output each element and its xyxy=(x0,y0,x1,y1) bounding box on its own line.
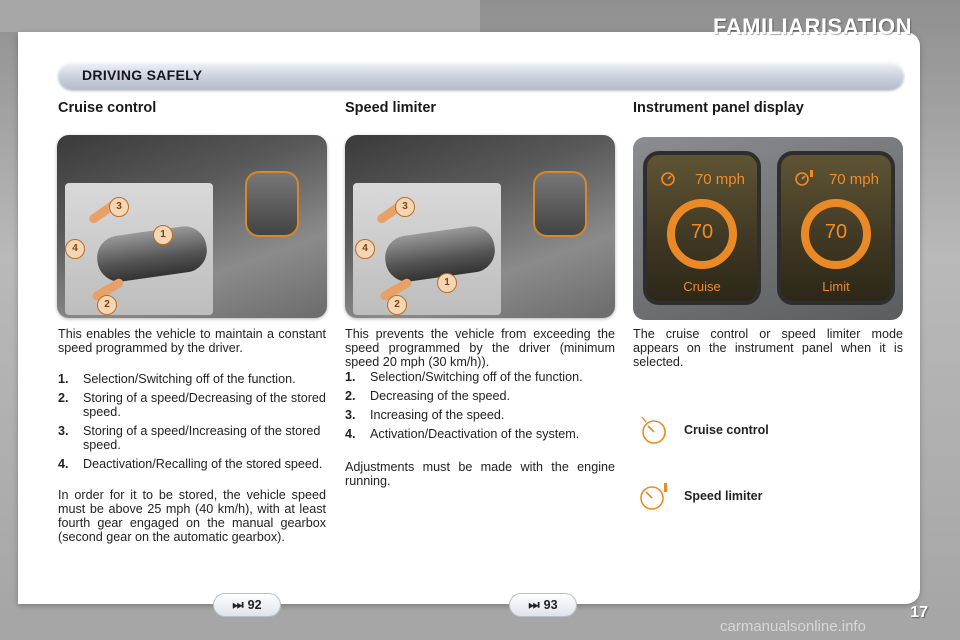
skip-forward-icon: ⏭ xyxy=(232,597,244,612)
callout-label: 1 xyxy=(437,273,457,293)
callout-label: 4 xyxy=(65,239,85,259)
list-item xyxy=(58,372,326,386)
item-number: 2. xyxy=(345,389,356,403)
page-number: 17 xyxy=(910,604,928,621)
gauge-speed: 70 mph xyxy=(828,171,879,188)
list-item xyxy=(345,370,615,384)
cruise-control-icon xyxy=(636,414,670,446)
cruise-note: In order for it to be stored, the vehicle speed must be above 25 mph (40 km/h), with at least fourth gear engaged on the manual gearbox (second gear on the automatic gearbox). xyxy=(58,488,326,544)
limiter-intro: This prevents the vehicle from exceeding the speed programmed by the driver (minimum speed 20 mph (30 km/h)). xyxy=(345,327,615,369)
page-reference-button[interactable] xyxy=(213,593,281,617)
page-reference-label: 92 xyxy=(247,598,262,612)
item-number: 1. xyxy=(58,372,69,386)
callout-label: 4 xyxy=(355,239,375,259)
item-text: Activation/Deactivation of the system. xyxy=(370,427,580,441)
steering-column-dial xyxy=(245,171,299,237)
gauge-speed: 70 mph xyxy=(694,171,745,188)
gauge-mode: Limit xyxy=(822,279,850,294)
cruise-control-stalk-image xyxy=(57,135,327,318)
instrument-panel-heading: Instrument panel display xyxy=(633,100,804,116)
page-reference-label: 93 xyxy=(543,598,558,612)
legend-cruise-control xyxy=(636,414,769,446)
callout-label: 3 xyxy=(395,197,415,217)
legend-label: Speed limiter xyxy=(684,489,763,503)
item-text: Increasing of the speed. xyxy=(370,408,505,422)
item-number: 4. xyxy=(345,427,356,441)
item-text: Deactivation/Recalling of the stored speed. xyxy=(83,457,323,471)
item-number: 2. xyxy=(58,391,69,405)
speed-limiter-heading: Speed limiter xyxy=(345,100,437,116)
item-text: Storing of a speed/Increasing of the stored speed. xyxy=(83,424,321,452)
section-header xyxy=(58,62,904,90)
list-item xyxy=(345,408,615,422)
list-item xyxy=(58,424,326,452)
page-title: FAMILIARISATION xyxy=(713,14,912,39)
callout-label: 2 xyxy=(97,295,117,315)
panel-description: The cruise control or speed limiter mode appears on the instrument panel when it is selected. xyxy=(633,327,903,369)
item-text: Selection/Switching off of the function. xyxy=(370,370,583,384)
cruise-gauge xyxy=(643,151,761,305)
callout-label: 2 xyxy=(387,295,407,315)
section-title: DRIVING SAFELY xyxy=(82,67,203,83)
limiter-gauge xyxy=(777,151,895,305)
item-text: Selection/Switching off of the function. xyxy=(83,372,296,386)
legend-speed-limiter xyxy=(636,480,763,512)
list-item xyxy=(58,391,326,419)
list-item xyxy=(58,457,326,471)
limiter-note: Adjustments must be made with the engine running. xyxy=(345,460,615,488)
callout-label: 1 xyxy=(153,225,173,245)
item-number: 4. xyxy=(58,457,69,471)
speed-limiter-stalk-image xyxy=(345,135,615,318)
gauge-value: 70 xyxy=(690,221,714,243)
header-tab xyxy=(0,0,480,32)
speed-limiter-icon xyxy=(636,480,670,512)
item-number: 3. xyxy=(345,408,356,422)
page-reference-button[interactable] xyxy=(509,593,577,617)
instrument-panel-image xyxy=(633,137,903,320)
steering-column-dial xyxy=(533,171,587,237)
watermark: carmanualsonline.info xyxy=(720,618,866,635)
legend-label: Cruise control xyxy=(684,423,769,437)
gauge-mode: Cruise xyxy=(683,279,721,294)
item-number: 3. xyxy=(58,424,69,438)
item-text: Storing of a speed/Decreasing of the stored speed. xyxy=(83,391,326,419)
cruise-intro: This enables the vehicle to maintain a constant speed programmed by the driver. xyxy=(58,327,326,355)
item-number: 1. xyxy=(345,370,356,384)
item-text: Decreasing of the speed. xyxy=(370,389,511,403)
list-item xyxy=(345,427,615,441)
skip-forward-icon: ⏭ xyxy=(528,597,540,612)
gauge-value: 70 xyxy=(824,221,848,243)
callout-label: 3 xyxy=(109,197,129,217)
cruise-function-list xyxy=(58,372,326,476)
list-item xyxy=(345,389,615,403)
cruise-control-heading: Cruise control xyxy=(58,100,157,116)
cruise-control-icon xyxy=(659,169,677,187)
speed-limiter-icon xyxy=(793,169,815,187)
limiter-function-list xyxy=(345,370,615,446)
